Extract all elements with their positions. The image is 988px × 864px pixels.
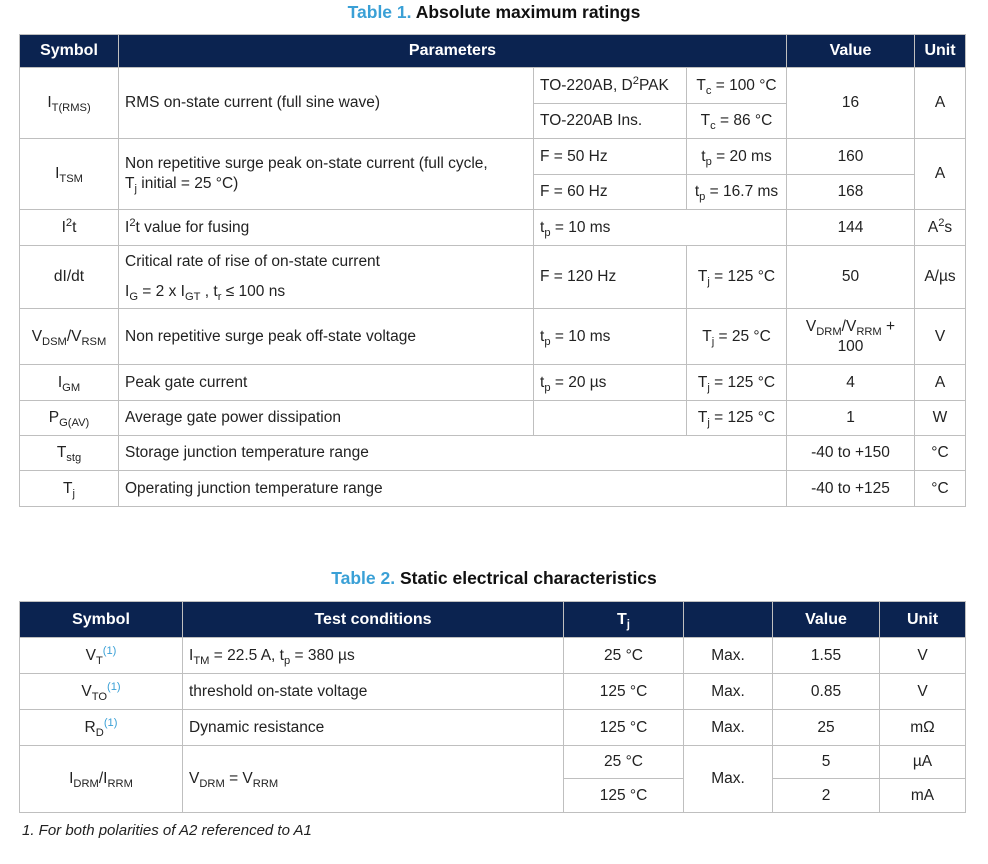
symbol-cell: $I^2t$ <box>20 210 119 246</box>
pulse-cell: $t_p = 20$ ms <box>687 139 787 175</box>
table-row <box>20 471 966 507</box>
symbol-cell: $I_{TSM}$ <box>20 139 119 210</box>
header-limit <box>684 602 773 638</box>
unit-cell: $A^2s$ <box>915 210 966 246</box>
param-cell: Non repetitive surge peak on-state current (full cycle, $T_j$ initial = 25 °C) <box>119 139 534 210</box>
table1-header-row <box>20 35 966 68</box>
limit-cell: Max. <box>684 710 773 746</box>
unit-cell: W <box>915 401 966 436</box>
condition-cell: Dynamic resistance <box>183 710 564 746</box>
tj-cell: 25 °C <box>564 746 684 779</box>
value-cell: 144 <box>787 210 915 246</box>
symbol-cell: $T_j$ <box>20 471 119 507</box>
condition-cell: threshold on-state voltage <box>183 674 564 710</box>
symbol-cell: $I_{DRM}/I_{RRM}$ <box>20 746 183 813</box>
header-test-conditions: Test conditions <box>183 602 564 638</box>
table-row <box>20 139 966 175</box>
pulse-cell: $t_p = 20$ µs <box>534 365 687 401</box>
unit-cell: A/µs <box>915 246 966 309</box>
header-parameters: Parameters <box>119 35 787 68</box>
pulse-cell <box>534 401 687 436</box>
tj-cell: 125 °C <box>564 674 684 710</box>
unit-cell: µA <box>880 746 966 779</box>
package-cell: TO-220AB, $D^2PAK$ <box>534 68 687 104</box>
value-cell: 16 <box>787 68 915 139</box>
unit-cell: V <box>915 309 966 365</box>
package-cell: TO-220AB Ins. <box>534 104 687 139</box>
value-cell: 2 <box>773 779 880 813</box>
param-cell: Critical rate of rise of on-state current $I_G = 2$ x $I_{GT}$ , $t_r \le 100$ ns <box>119 246 534 309</box>
table-row <box>20 401 966 436</box>
symbol-cell: $R_D^{(1)}$ <box>20 710 183 746</box>
frequency-cell: F = 50 Hz <box>534 139 687 175</box>
symbol-cell: $I_{GM}$ <box>20 365 119 401</box>
param-cell: Average gate power dissipation <box>119 401 534 436</box>
unit-cell: V <box>880 674 966 710</box>
table1-caption-text: Absolute maximum ratings <box>415 2 641 22</box>
footnote-ref: (1) <box>103 716 118 729</box>
footnote-ref: (1) <box>107 680 121 693</box>
temp-cell: $T_j = 125$ °C <box>687 246 787 309</box>
value-cell: $V_{DRM}/V_{RRM}$ + 100 <box>787 309 915 365</box>
param-cell: Operating junction temperature range <box>119 471 787 507</box>
value-cell: 160 <box>787 139 915 175</box>
unit-cell: V <box>880 638 966 674</box>
symbol-cell: dI/dt <box>20 246 119 309</box>
temp-cell: $T_j = 25$ °C <box>687 309 787 365</box>
table-row <box>20 746 966 779</box>
header-unit: Unit <box>880 602 966 638</box>
pulse-cell: $t_p = 16.7$ ms <box>687 175 787 210</box>
table-row <box>20 68 966 104</box>
value-cell: -40 to +150 <box>787 436 915 471</box>
value-cell: 168 <box>787 175 915 210</box>
header-symbol: Symbol <box>20 602 183 638</box>
header-unit: Unit <box>915 35 966 68</box>
unit-cell: °C <box>915 471 966 507</box>
symbol-cell: $P_{G(AV)}$ <box>20 401 119 436</box>
unit-cell: A <box>915 68 966 139</box>
table-row <box>20 674 966 710</box>
limit-cell: Max. <box>684 746 773 813</box>
frequency-cell: F = 60 Hz <box>534 175 687 210</box>
footnote: 1. For both polarities of A2 referenced to A1 <box>22 822 312 839</box>
header-symbol: Symbol <box>20 35 119 68</box>
table-row <box>20 710 966 746</box>
tj-cell: 25 °C <box>564 638 684 674</box>
value-cell: 4 <box>787 365 915 401</box>
table2-caption-number: Table 2. <box>331 568 396 588</box>
table2-caption <box>0 568 988 589</box>
symbol-cell: $V_T^{(1)}$ <box>20 638 183 674</box>
param-cell: Peak gate current <box>119 365 534 401</box>
temp-cell: $T_c = 86$ °C <box>687 104 787 139</box>
temp-cell: $T_j = 125$ °C <box>687 365 787 401</box>
table1-caption-number: Table 1. <box>347 2 412 22</box>
limit-cell: Max. <box>684 674 773 710</box>
absolute-max-ratings-table <box>19 34 966 507</box>
param-cell: Non repetitive surge peak off-state voltage <box>119 309 534 365</box>
static-electrical-table <box>19 601 966 813</box>
table-row <box>20 365 966 401</box>
footnote-ref: (1) <box>102 644 117 657</box>
condition-cell: $V_{DRM} = V_{RRM}$ <box>183 746 564 813</box>
table2-header-row <box>20 602 966 638</box>
param-cell: RMS on-state current (full sine wave) <box>119 68 534 139</box>
tj-cell: 125 °C <box>564 710 684 746</box>
value-cell: 50 <box>787 246 915 309</box>
temp-cell: $T_j = 125$ °C <box>687 401 787 436</box>
frequency-cell: F = 120 Hz <box>534 246 687 309</box>
table-row <box>20 210 966 246</box>
table1-caption <box>0 2 988 23</box>
value-cell: 1.55 <box>773 638 880 674</box>
unit-cell: mA <box>880 779 966 813</box>
table-row <box>20 309 966 365</box>
temp-cell: $T_c = 100$ °C <box>687 68 787 104</box>
param-cell: $I^2t$ value for fusing <box>119 210 534 246</box>
value-cell: 5 <box>773 746 880 779</box>
table-row <box>20 638 966 674</box>
header-value: Value <box>773 602 880 638</box>
symbol-cell: $I_{T(RMS)}$ <box>20 68 119 139</box>
table-row <box>20 436 966 471</box>
symbol-cell: $V_{DSM}/V_{RSM}$ <box>20 309 119 365</box>
pulse-cell: $t_p = 10$ ms <box>534 309 687 365</box>
header-tj: $T_j$ <box>564 602 684 638</box>
table2-caption-text: Static electrical characteristics <box>399 568 657 588</box>
unit-cell: A <box>915 365 966 401</box>
symbol-cell: $V_{TO}^{(1)}$ <box>20 674 183 710</box>
unit-cell: °C <box>915 436 966 471</box>
unit-cell: mΩ <box>880 710 966 746</box>
table-row <box>20 246 966 309</box>
value-cell: 25 <box>773 710 880 746</box>
tj-cell: 125 °C <box>564 779 684 813</box>
unit-cell: A <box>915 139 966 210</box>
limit-cell: Max. <box>684 638 773 674</box>
value-cell: 1 <box>787 401 915 436</box>
symbol-cell: $T_{stg}$ <box>20 436 119 471</box>
value-cell: -40 to +125 <box>787 471 915 507</box>
condition-cell: $t_p = 10$ ms <box>534 210 787 246</box>
value-cell: 0.85 <box>773 674 880 710</box>
header-value: Value <box>787 35 915 68</box>
param-cell: Storage junction temperature range <box>119 436 787 471</box>
condition-cell: $I_{TM} = 22.5$ A, $t_p = 380$ µs <box>183 638 564 674</box>
